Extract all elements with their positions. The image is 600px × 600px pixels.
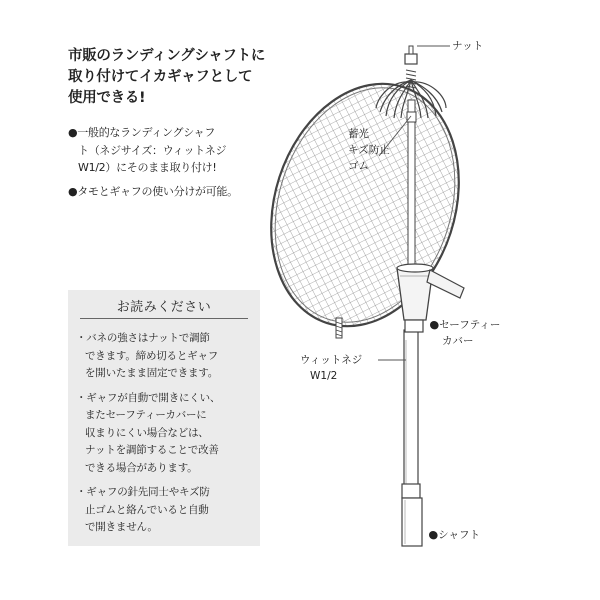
notice-line: で開きません。 [85, 521, 158, 533]
rubber-label-line: 蓄光 [348, 128, 369, 140]
feature-item-line: ト（ネジサイズ：ウィットネジ [78, 143, 227, 157]
thread-label [300, 352, 362, 384]
notice-line: を開いたまま固定できます。 [85, 367, 219, 379]
notice-line: またセーフティーカバーに [85, 409, 207, 421]
notice-line: ・バネの強さはナットで調節 [76, 332, 210, 344]
rubber-label-line: キズ防止 [348, 144, 390, 156]
notice-line: できる場合があります。 [85, 461, 198, 474]
safety-cover-label [430, 317, 500, 349]
feature-item-line: ●一般的なランディングシャフ [68, 126, 216, 139]
feature-item: ●タモとギャフの使い分けが可能。 [68, 184, 238, 198]
landing-net [241, 59, 489, 350]
notice-line: ・ギャフが自動で開きにくい、 [76, 391, 221, 404]
notice-list [76, 330, 258, 537]
safety-cover-label-line: カバー [442, 335, 474, 347]
thread-label-line: ウィットネジ [300, 354, 363, 366]
notice-divider [80, 318, 248, 319]
rubber-label [348, 126, 390, 174]
notice-title: お読みください [116, 300, 212, 315]
headline-line: 取り付けてイカギャフとして [68, 69, 253, 85]
rubber-label-line: ゴム [348, 160, 369, 172]
nut-label: ナット [452, 40, 484, 52]
notice-line: ・ギャフの針先同士やキズ防 [76, 486, 210, 498]
feature-list [68, 124, 268, 200]
notice-line: 収まりにくい場合などは、 [85, 426, 209, 439]
thread-label-line: W1/2 [310, 370, 338, 382]
notice-panel [68, 290, 260, 546]
feature-item-line: W1/2）にそのまま取り付け! [78, 161, 217, 174]
safety-cover-label-line: ●セーフティー [430, 319, 501, 331]
shaft [402, 330, 422, 546]
headline-line: 使用できる! [68, 90, 146, 106]
shaft-label: ●シャフト [429, 529, 480, 541]
headline [68, 46, 268, 109]
notice-line: 止ゴムと絡んでいると自動 [85, 503, 209, 516]
nut [405, 46, 417, 64]
notice-line: できます。締め切るとギャフ [85, 349, 219, 362]
notice-line: ナットを調節することで改善 [85, 444, 219, 456]
headline-line: 市販のランディングシャフトに [68, 48, 266, 64]
